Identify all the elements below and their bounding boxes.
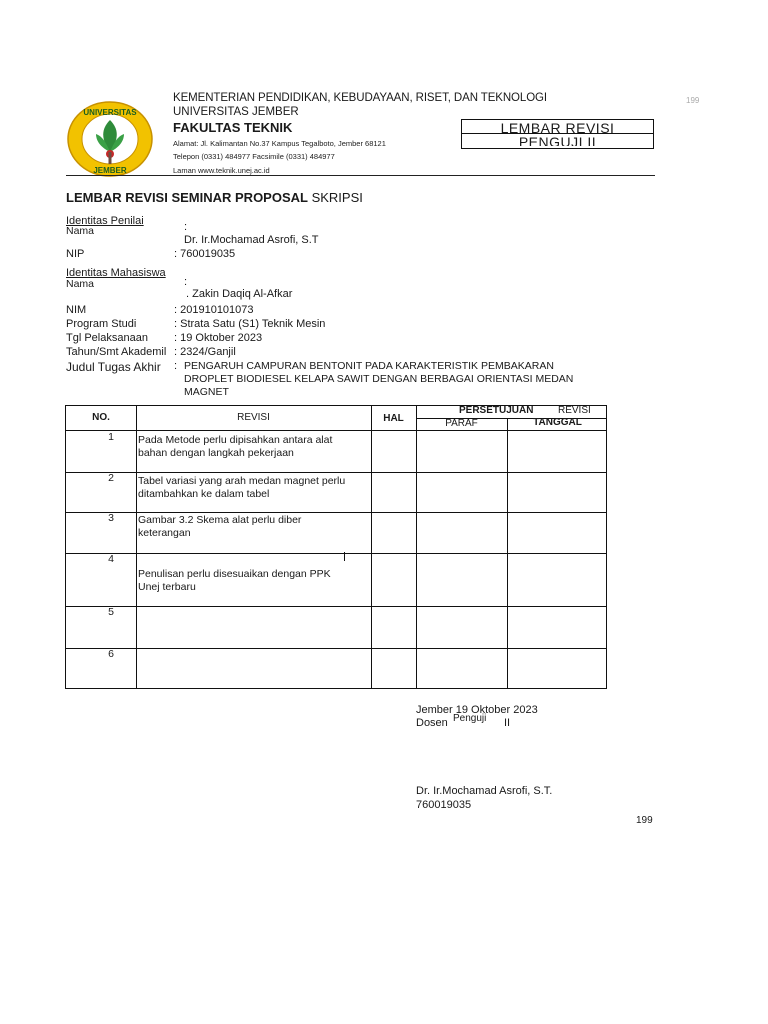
row-2-no: 2	[108, 472, 114, 484]
signature-role: Dosen	[416, 717, 448, 729]
university-name: UNIVERSITAS JEMBER	[173, 106, 299, 118]
mahasiswa-tahun-value: : 2324/Ganjil	[174, 346, 236, 358]
row-4-revisi-line1: Penulisan perlu disesuaikan dengan PPK	[138, 568, 331, 580]
mahasiswa-prodi-label: Program Studi	[66, 318, 137, 330]
penilai-nama-value: Dr. Ir.Mochamad Asrofi, S.T	[184, 234, 319, 246]
revision-box-line1: LEMBAR REVISI	[500, 120, 615, 136]
row-1-no: 1	[108, 431, 114, 443]
logo-text-top: UNIVERSITAS	[83, 108, 137, 117]
header-persetujuan: PERSETUJUAN	[459, 405, 534, 416]
row-1-revisi-line1: Pada Metode perlu dipisahkan antara alat	[138, 434, 333, 446]
university-logo	[66, 100, 154, 178]
mahasiswa-judul-colon: :	[174, 360, 178, 372]
page-number-bottom: 199	[636, 815, 653, 826]
document-title	[66, 190, 363, 205]
mahasiswa-nama-value: . Zakin Daqiq Al-Afkar	[186, 288, 293, 300]
header-revisi-2: REVISI	[558, 405, 591, 416]
signature-role-sub: Penguji	[453, 713, 487, 724]
mahasiswa-nim-value: : 201910101073	[174, 304, 254, 316]
mahasiswa-nim-label: NIM	[66, 304, 87, 316]
mahasiswa-judul-label: Judul Tugas Akhir	[66, 360, 161, 374]
penilai-nip-label: NIP	[66, 248, 85, 260]
penilai-nip-value: : 760019035	[174, 248, 236, 260]
faculty-name: FAKULTAS TEKNIK	[173, 120, 293, 135]
signature-role-num: II	[504, 717, 511, 729]
row-4-no: 4	[108, 553, 114, 565]
signature-place-date: Jember 19 Oktober 2023	[416, 704, 538, 716]
header-tanggal: TANGGAL	[533, 417, 582, 428]
mahasiswa-prodi-value: : Strata Satu (S1) Teknik Mesin	[174, 318, 326, 330]
row-2-revisi-line1: Tabel variasi yang arah medan magnet perlu	[138, 475, 346, 487]
mahasiswa-tgl-label: Tgl Pelaksanaan	[66, 332, 148, 344]
revision-table	[65, 405, 607, 689]
header-no: NO.	[92, 412, 110, 423]
signature-name: Dr. Ir.Mochamad Asrofi, S.T.	[416, 785, 553, 797]
mahasiswa-tgl-value: : 19 Oktober 2023	[174, 332, 263, 344]
penilai-nama-colon: :	[184, 221, 188, 233]
row-3-revisi-line1: Gambar 3.2 Skema alat perlu diber	[138, 514, 302, 526]
row-6-no: 6	[108, 648, 114, 660]
header-paraf: PARAF	[445, 418, 478, 429]
row-5-no: 5	[108, 606, 114, 618]
website: Laman www.teknik.unej.ac.id	[173, 166, 270, 175]
col-divider	[416, 406, 417, 688]
title-normal: SKRIPSI	[307, 190, 363, 205]
mahasiswa-tahun-label: Tahun/Smt Akademil	[66, 346, 167, 358]
mahasiswa-section: Identitas Mahasiswa	[66, 267, 166, 279]
judul-line-2: DROPLET BIODIESEL KELAPA SAWIT DENGAN BERBAGAI ORIENTASI MEDAN	[184, 373, 574, 385]
judul-line-1: PENGARUH CAMPURAN BENTONIT PADA KARAKTERISTIK PEMBAKARAN	[184, 360, 554, 372]
revision-box-line2: PENGUJI II	[518, 134, 597, 146]
col-divider	[136, 406, 137, 688]
signature-nip: 760019035	[416, 799, 472, 811]
header-rule	[66, 175, 655, 176]
judul-line-3: MAGNET	[184, 386, 229, 398]
phone: Telepon (0331) 484977 Facsimile (0331) 484977	[173, 152, 335, 161]
row-4-revisi-line2: Unej terbaru	[138, 581, 196, 593]
text-cursor	[344, 552, 345, 561]
ministry-name: KEMENTERIAN PENDIDIKAN, KEBUDAYAAN, RISET, DAN TEKNOLOGI	[173, 92, 547, 104]
row-1-revisi-line2: bahan dengan langkah pekerjaan	[138, 447, 294, 459]
mahasiswa-nama-label: Nama	[66, 278, 95, 290]
penilai-section: Identitas Penilai	[66, 215, 144, 227]
title-bold: LEMBAR REVISI SEMINAR PROPOSAL	[66, 190, 308, 205]
col-divider	[371, 406, 372, 688]
mahasiswa-nama-colon: :	[184, 276, 188, 288]
page-number-top: 199	[686, 96, 700, 105]
row-3-no: 3	[108, 512, 114, 524]
row-3-revisi-line2: keterangan	[138, 527, 191, 539]
address: Alamat: Jl. Kalimantan No.37 Kampus Tegalboto, Jember 68121	[173, 139, 386, 148]
header-hal: HAL	[383, 413, 404, 424]
penilai-nama-label: Nama	[66, 225, 95, 237]
row-2-revisi-line2: ditambahkan ke dalam tabel	[138, 488, 270, 500]
header-revisi: REVISI	[237, 412, 270, 423]
logo-text-bottom: JEMBER	[93, 166, 127, 175]
